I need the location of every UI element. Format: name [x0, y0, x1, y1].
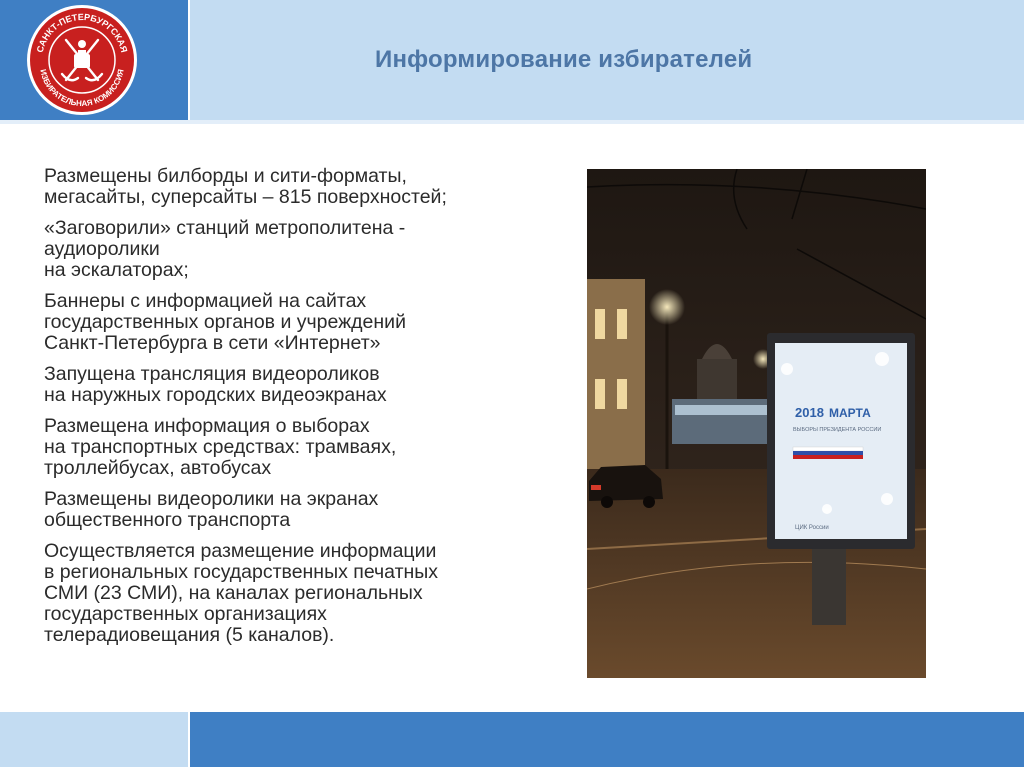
list-item: Размещена информация о выборах на транспортных средствах: трамваях, троллейбусах, автобусах — [44, 415, 397, 479]
billboard-subtitle: ВЫБОРЫ ПРЕЗИДЕНТА РОССИИ — [793, 427, 882, 433]
election-commission-emblem-icon — [26, 4, 138, 116]
billboard-year: 2018 — [795, 405, 824, 420]
footer-left-panel — [0, 712, 188, 767]
list-item: Размещены видеоролики на экранах общественного транспорта — [44, 488, 379, 531]
svg-text:ИЗБИРАТЕЛЬНАЯ КОМИССИЯ: ИЗБИРАТЕЛЬНАЯ КОМИССИЯ — [38, 68, 126, 109]
header-divider — [0, 120, 1024, 124]
list-item: Запущена трансляция видеороликов на наружных городских видеоэкранах — [44, 363, 387, 406]
list-item: Размещены билборды и сити-форматы, мегасайты, суперсайты – 815 поверхностей; — [44, 165, 447, 208]
billboard-month: МАРТА — [829, 406, 871, 420]
page-title: Информирование избирателей — [375, 46, 753, 73]
svg-text:САНКТ-ПЕТЕРБУРГСКАЯ: САНКТ-ПЕТЕРБУРГСКАЯ — [34, 11, 130, 54]
footer-right-panel — [190, 712, 1024, 767]
billboard-footer: ЦИК России — [795, 525, 829, 531]
list-item: Осуществляется размещение информации в региональных государственных печатных СМИ (23 СМИ), на каналах региональных государственных организациях телерадиовещания (5 каналов). — [44, 540, 439, 646]
list-item: Баннеры с информацией на сайтах государственных органов и учреждений Санкт-Петербурга в сети «Интернет» — [44, 290, 406, 354]
list-item: «Заговорили» станций метрополитена - аудиоролики на эскалаторах; — [44, 217, 406, 281]
street-billboard-photo — [587, 169, 926, 678]
info-list — [44, 166, 564, 656]
